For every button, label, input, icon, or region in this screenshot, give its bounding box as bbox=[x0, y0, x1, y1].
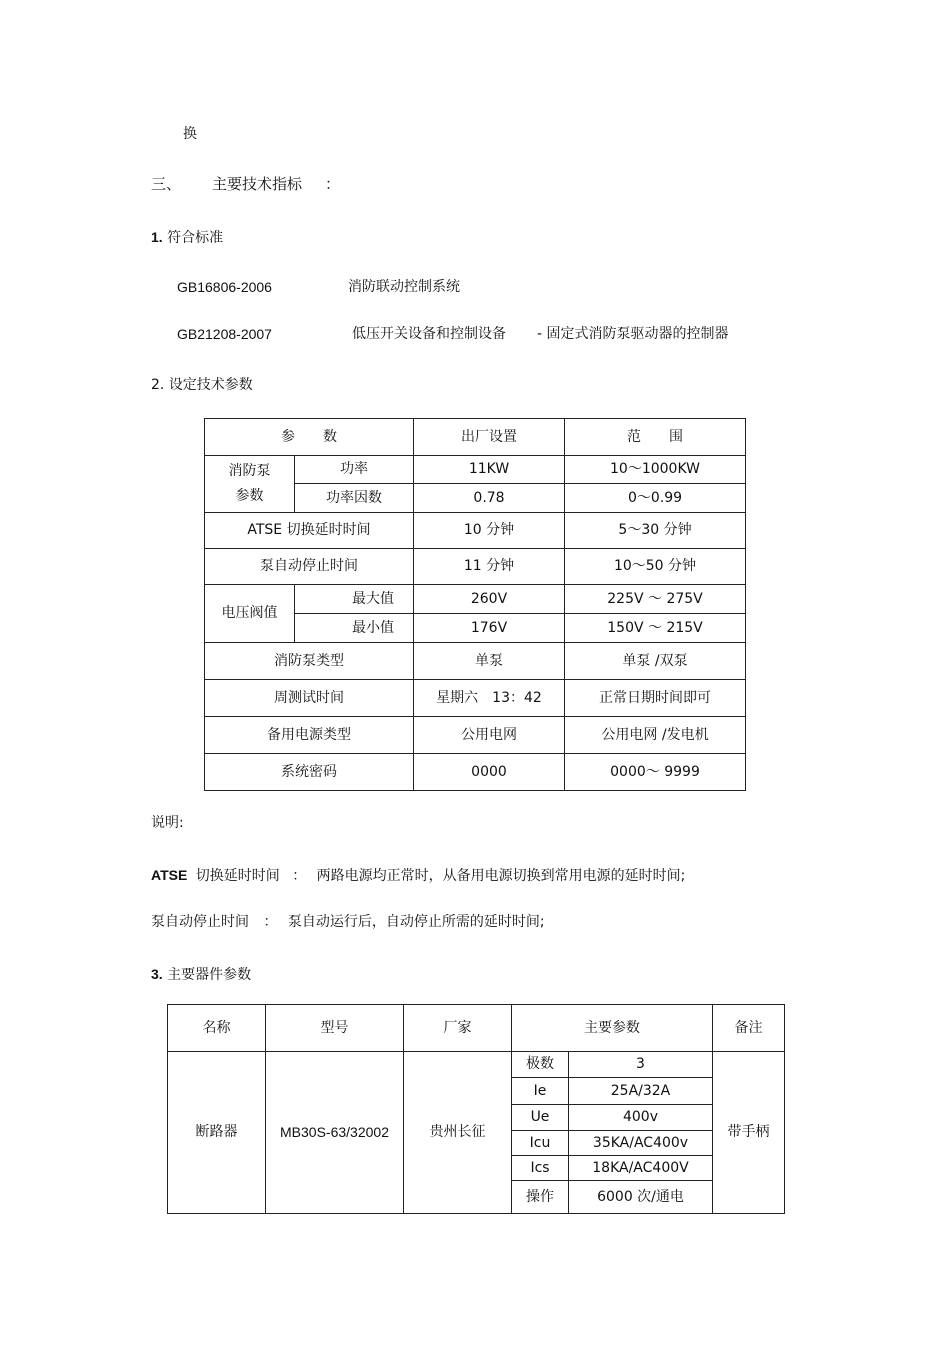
section-colon: ： bbox=[325, 175, 341, 193]
param-range: 0～0.99 bbox=[565, 484, 746, 513]
spec-key: 极数 bbox=[512, 1052, 569, 1078]
params-table bbox=[204, 418, 746, 791]
param-factory: 星期六 13：42 bbox=[414, 680, 565, 717]
param-name: 功率因数 bbox=[295, 484, 414, 513]
param-factory: 10 分钟 bbox=[414, 513, 565, 549]
spec-value: 35KA/AC400v bbox=[569, 1131, 713, 1156]
param-range: 公用电网 /发电机 bbox=[565, 717, 746, 754]
param-range: 225V ～ 275V bbox=[565, 585, 746, 614]
subsection-2-number: 2. bbox=[151, 377, 165, 393]
param-factory: 11KW bbox=[414, 456, 565, 484]
param-range: 0000～ 9999 bbox=[565, 754, 746, 791]
standard-desc-2b: - 固定式消防泵驱动器的控制器 bbox=[537, 326, 729, 342]
parts-header-model: 型号 bbox=[266, 1005, 404, 1052]
subsection-3-number: 3. bbox=[151, 966, 163, 982]
param-factory: 公用电网 bbox=[414, 717, 565, 754]
part-remark: 带手柄 bbox=[713, 1052, 785, 1214]
param-range: 10～50 分钟 bbox=[565, 549, 746, 585]
param-range: 单泵 /双泵 bbox=[565, 643, 746, 680]
spec-key: Ue bbox=[512, 1105, 569, 1131]
spec-value: 3 bbox=[569, 1052, 713, 1078]
spec-key: 操作 bbox=[512, 1181, 569, 1214]
param-name: 系统密码 bbox=[205, 754, 414, 791]
top-fragment: 换 bbox=[183, 126, 197, 142]
part-model: MB30S-63/32002 bbox=[266, 1052, 404, 1214]
parts-header-remark: 备注 bbox=[713, 1005, 785, 1052]
param-factory: 单泵 bbox=[414, 643, 565, 680]
note-atse bbox=[151, 868, 685, 883]
note-stop-text: 泵自动运行后，自动停止所需的延时时间; bbox=[287, 914, 545, 930]
spec-value: 25A/32A bbox=[569, 1078, 713, 1105]
param-name: 周测试时间 bbox=[205, 680, 414, 717]
subsection-1-number: 1. bbox=[151, 229, 163, 245]
section-number: 三、 bbox=[151, 175, 182, 193]
param-name: 备用电源类型 bbox=[205, 717, 414, 754]
spec-value: 400v bbox=[569, 1105, 713, 1131]
voltage-max-label: 最大值 bbox=[352, 590, 394, 607]
param-name bbox=[295, 614, 414, 643]
param-name: ATSE 切换延时时间 bbox=[205, 513, 414, 549]
standard-code-1: GB16806-2006 bbox=[177, 279, 272, 295]
param-range: 正常日期时间即可 bbox=[565, 680, 746, 717]
param-factory: 260V bbox=[414, 585, 565, 614]
param-factory: 0.78 bbox=[414, 484, 565, 513]
pump-group-line2: 参数 bbox=[235, 488, 264, 504]
param-factory: 176V bbox=[414, 614, 565, 643]
note-stop bbox=[151, 915, 545, 929]
param-range: 5～30 分钟 bbox=[565, 513, 746, 549]
note-stop-sep: ： bbox=[263, 914, 278, 930]
param-name: 消防泵类型 bbox=[205, 643, 414, 680]
part-name: 断路器 bbox=[168, 1052, 266, 1214]
param-factory: 0000 bbox=[414, 754, 565, 791]
standard-code-2: GB21208-2007 bbox=[177, 326, 272, 342]
part-maker: 贵州长征 bbox=[404, 1052, 512, 1214]
pump-params-group bbox=[205, 456, 295, 513]
parts-header-specs: 主要参数 bbox=[512, 1005, 713, 1052]
spec-value: 6000 次/通电 bbox=[569, 1181, 713, 1214]
subsection-1 bbox=[151, 230, 223, 245]
param-factory: 11 分钟 bbox=[414, 549, 565, 585]
subsection-1-title: 符合标准 bbox=[167, 230, 224, 246]
parts-table bbox=[167, 1004, 785, 1214]
param-name bbox=[295, 585, 414, 614]
params-header-param: 参 数 bbox=[205, 419, 414, 456]
spec-key: Ics bbox=[512, 1156, 569, 1181]
note-label: 说明: bbox=[151, 815, 184, 831]
subsection-2 bbox=[151, 378, 253, 392]
param-range: 10～1000KW bbox=[565, 456, 746, 484]
note-atse-sep: ： bbox=[292, 868, 307, 884]
note-atse-term-rest: 切换延时时间 bbox=[195, 868, 280, 884]
voltage-min-label: 最小值 bbox=[352, 619, 394, 636]
param-range: 150V ～ 215V bbox=[565, 614, 746, 643]
note-stop-term: 泵自动停止时间 bbox=[151, 914, 249, 930]
params-header-range: 范 围 bbox=[565, 419, 746, 456]
note-atse-term: ATSE bbox=[151, 867, 188, 883]
param-name: 功率 bbox=[295, 456, 414, 484]
subsection-3-title: 主要器件参数 bbox=[167, 967, 252, 983]
spec-key: Icu bbox=[512, 1131, 569, 1156]
pump-group-line1: 消防泵 bbox=[228, 463, 271, 480]
section-title: 主要技术指标 bbox=[212, 175, 303, 193]
standard-desc-2: 低压开关设备和控制设备 bbox=[352, 326, 506, 342]
standard-desc-1: 消防联动控制系统 bbox=[348, 279, 460, 295]
parts-header-maker: 厂家 bbox=[404, 1005, 512, 1052]
parts-header-name: 名称 bbox=[168, 1005, 266, 1052]
note-atse-text: 两路电源均正常时，从备用电源切换到常用电源的延时时间; bbox=[316, 868, 686, 884]
subsection-3 bbox=[151, 967, 251, 982]
params-header-factory: 出厂设置 bbox=[414, 419, 565, 456]
voltage-threshold-group: 电压阀值 bbox=[205, 585, 295, 643]
spec-key: Ie bbox=[512, 1078, 569, 1105]
subsection-2-title: 设定技术参数 bbox=[168, 377, 253, 393]
spec-value: 18KA/AC400V bbox=[569, 1156, 713, 1181]
param-name: 泵自动停止时间 bbox=[205, 549, 414, 585]
